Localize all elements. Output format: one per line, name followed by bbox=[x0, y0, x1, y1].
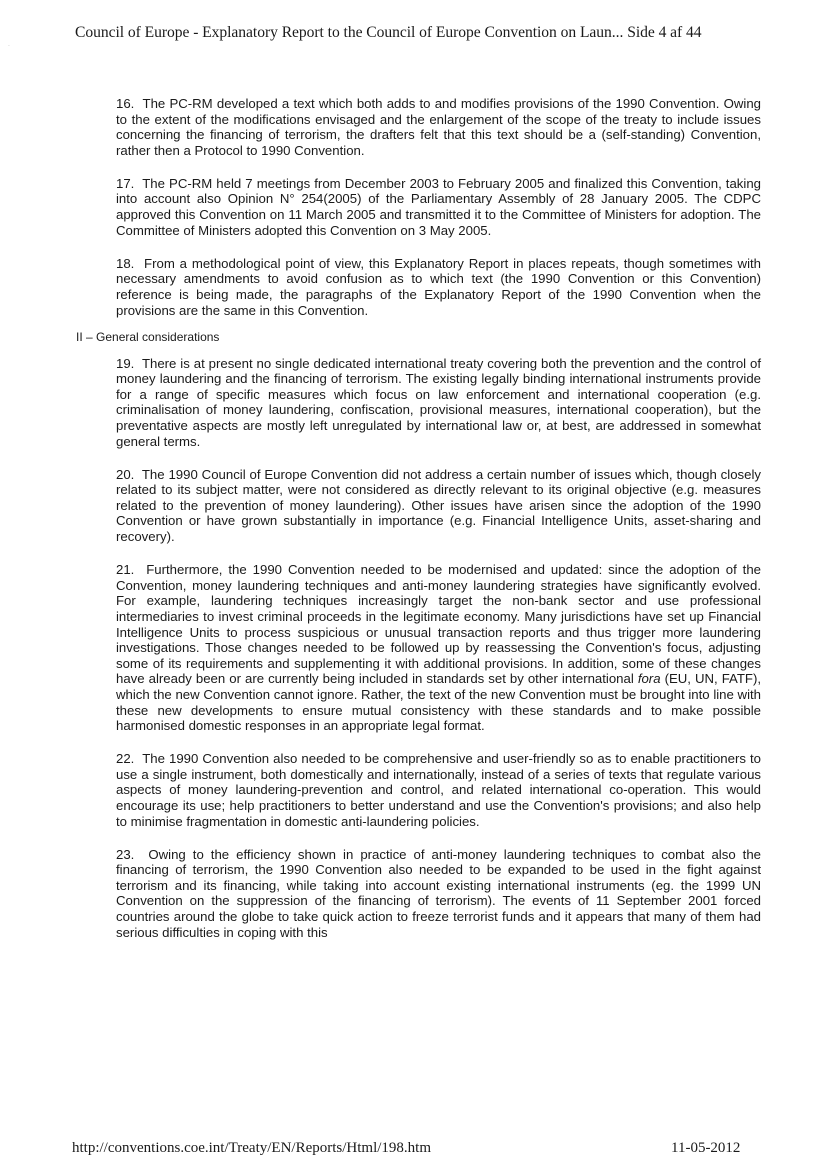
paragraph-number: 17. bbox=[116, 175, 135, 191]
paragraph-text-after-italic: (EU, UN, FATF), which the new Convention cannot ignore. Rather, the text of the new Convention must be brought into line with these new developments to ensure mutual consistency with these standards and to make possible harmonised domestic responses in an appropriate legal format. bbox=[116, 671, 761, 734]
paragraph-19 bbox=[116, 356, 761, 450]
paragraph-text: The 1990 Council of Europe Convention did not address a certain number of issues which, though closely related to its subject matter, were not considered as directly relevant to its original objective (e.g. measures related to the prevention of money laundering). Other issues have arisen since the adoption of the 1990 Convention or have grown substantially in importance (e.g. Financial Intelligence Units, asset-sharing and recovery). bbox=[116, 466, 761, 545]
paragraph-text: From a methodological point of view, this Explanatory Report in places repeats, though sometimes with necessary amendments to avoid confusion as to which text (the 1990 Convention or this Convention) reference is being made, the paragraphs of the Explanatory Report of the 1990 Convention when the provisions are the same in this Convention. bbox=[116, 255, 761, 318]
paragraph-16 bbox=[116, 96, 761, 158]
scan-artifact-mark: · bbox=[8, 43, 10, 50]
footer-date: 11-05-2012 bbox=[671, 1140, 741, 1156]
paragraph-number: 20. bbox=[116, 466, 135, 482]
paragraph-text: The PC-RM developed a text which both adds to and modifies provisions of the 1990 Convention. Owing to the extent of the modifications envisaged and the enlargement of the scope of the treaty to include issues concerning the financing of terrorism, the drafters felt that this text should be a (self-standing) Convention, rather then a Protocol to 1990 Convention. bbox=[116, 96, 762, 158]
paragraph-text: The PC-RM held 7 meetings from December 2003 to February 2005 and finalized this Convention, taking into account also Opinion N° 254(2005) of the Parliamentary Assembly of 28 January 2005. The CDPC approved this Convention on 11 March 2005 and transmitted it to the Committee of Ministers for adoption. The Committee of Ministers adopted this Convention on 3 May 2005. bbox=[116, 175, 761, 238]
paragraph-18 bbox=[116, 256, 761, 318]
paragraph-text: The 1990 Convention also needed to be comprehensive and user-friendly so as to enable practitioners to use a single instrument, both domestically and internationally, instead of a series of texts that regulate various aspects of money laundering-prevention and control, and related international co-operation. This would encourage its use; help practitioners to better understand and use the Convention's provisions; and also help to minimise fragmentation in domestic anti-laundering policies. bbox=[116, 751, 762, 829]
footer-url-link[interactable]: http://conventions.coe.int/Treaty/EN/Reports/Html/198.htm bbox=[72, 1140, 432, 1156]
page-header-title: Council of Europe - Explanatory Report to the Council of Europe Convention on Laun... Side 4 af 44 bbox=[75, 24, 702, 41]
paragraph-21 bbox=[116, 562, 761, 734]
paragraph-number: 19. bbox=[116, 355, 135, 371]
paragraph-number: 23. bbox=[116, 846, 135, 862]
paragraph-17 bbox=[116, 176, 761, 238]
paragraph-number: 22. bbox=[116, 751, 135, 767]
paragraph-22 bbox=[116, 751, 761, 829]
paragraph-23 bbox=[116, 847, 761, 941]
paragraph-number: 21. bbox=[116, 562, 135, 578]
paragraph-number: 18. bbox=[116, 255, 135, 271]
paragraph-number: 16. bbox=[116, 96, 135, 111]
paragraph-20 bbox=[116, 467, 761, 545]
document-body bbox=[0, 96, 826, 958]
paragraph-italic-term: fora bbox=[637, 671, 661, 687]
paragraph-text-before-italic: Furthermore, the 1990 Convention needed to be modernised and updated: since the adoption of the Convention, money laundering techniques and anti-money laundering strategies have significantly evolved. For example, laundering techniques increasingly target the non-bank sector and use professional intermediaries to invest criminal proceeds in the legitimate economy. Many jurisdictions have set up Financial Intelligence Units to process suspicious or unusual transaction reports and thus trigger more laundering investigations. Those changes needed to be followed up by reassessing the Convention's focus, adjusting some of its requirements and supplementing it with additional provisions. In addition, some of these changes have already been or are currently being included in standards set by other international bbox=[116, 562, 762, 687]
section-heading: II – General considerations bbox=[76, 329, 220, 344]
paragraph-text: Owing to the efficiency shown in practice of anti-money laundering techniques to combat also the financing of terrorism, the 1990 Convention also needed to be expanded to be used in the fight against terrorism and its financing, while taking into account existing international instruments (eg. the 1999 UN Convention on the suppression of the financing of terrorism). The events of 11 September 2001 forced countries around the globe to take quick action to freeze terrorist funds and it appears that many of them had serious difficulties in coping with this bbox=[116, 846, 762, 940]
paragraph-text: There is at present no single dedicated international treaty covering both the prevention and the control of money laundering and the financing of terrorism. The existing legally binding international instruments provide for a range of specific measures which focus on law enforcement and international cooperation (e.g. criminalisation of money laundering, confiscation, provisional measures, international cooperation), but the preventative aspects are mostly left unregulated by international law or, at best, are addressed in somewhat general terms. bbox=[116, 355, 761, 449]
